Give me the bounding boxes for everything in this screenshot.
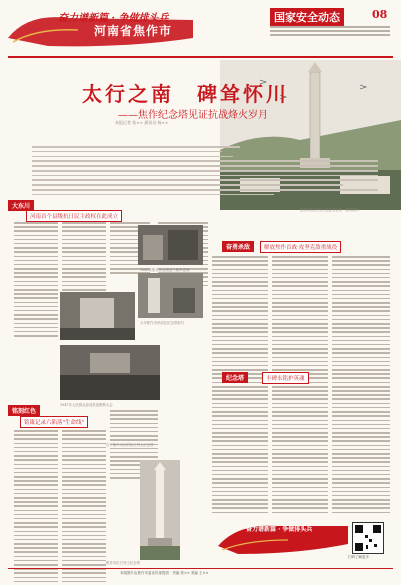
section-tag-4: 铭刻红色	[8, 405, 40, 416]
paper-logo: 国家安全动态	[270, 8, 344, 26]
section-3-text-col-b	[272, 386, 328, 516]
masthead-rule	[8, 56, 393, 58]
subheadline: ——焦作纪念塔见证抗战烽火岁月	[118, 110, 268, 121]
bottom-rule	[8, 568, 393, 569]
footer-credits: 本版图片由焦作市委宣传部提供 · 责编 张×× 美编 王××	[120, 571, 209, 575]
section-tag-3: 纪念塔	[222, 372, 248, 383]
page-number: 08	[372, 8, 388, 21]
caption-1: 1945年焦作民众欢迎八路军进城	[140, 268, 190, 272]
section-tag-2: 奋勇杀敌	[222, 241, 254, 252]
section-4-text-col-b	[62, 430, 106, 585]
caption-2: 当年焦作市民前往纪念塔祭扫	[140, 321, 185, 325]
archive-photo-memorial-gathering	[60, 292, 135, 340]
section-4-text-col-a	[14, 430, 58, 585]
masthead-slogan: 奋力谱新篇 · 争做排头兵	[58, 13, 169, 24]
byline: 本报记者 张×× 通讯员 杨××	[115, 120, 169, 125]
qr-code[interactable]	[352, 522, 384, 554]
section-tag-1: 大东川	[8, 200, 34, 211]
section-heading-4: 铭箴记录六陷落"生命线"	[20, 416, 88, 428]
archive-photo-1	[138, 225, 203, 265]
headline: 太行之南 碑耸怀川	[82, 82, 289, 106]
masthead-dateline	[270, 26, 390, 42]
photo-memorial-tower	[140, 460, 180, 560]
archive-photo-2	[138, 273, 203, 318]
intro-paragraph	[32, 146, 378, 199]
archive-photo-crowd	[60, 345, 160, 400]
qr-caption: 扫码了解更多	[348, 555, 369, 559]
section-3-text-col-c	[332, 386, 390, 516]
caption-3: 1947年人民群众参加抗战胜利大会	[60, 403, 113, 407]
section-heading-1: 河南首个县级抗日民主政权在此成立	[26, 210, 122, 222]
section-heading-3: 丰碑永铭护英魂	[262, 372, 309, 384]
section-heading-2: 解放焦作首战·攻坚克敌重战役	[260, 241, 341, 253]
caption-5: 位于焦作市区的抗日烈士纪念塔	[106, 443, 154, 447]
section-1-text-col-a	[14, 222, 58, 339]
section-3-text-col-a	[212, 386, 268, 516]
masthead-title: 河南省焦作市	[94, 24, 173, 38]
hero-caption: 焦作市抗日烈士纪念塔全景 · 资料图片	[300, 208, 360, 212]
caption-4: 焦作市抗日烈士纪念塔	[106, 561, 140, 565]
footer-slogan: 奋力谱新篇 · 争做排头兵	[246, 526, 313, 533]
